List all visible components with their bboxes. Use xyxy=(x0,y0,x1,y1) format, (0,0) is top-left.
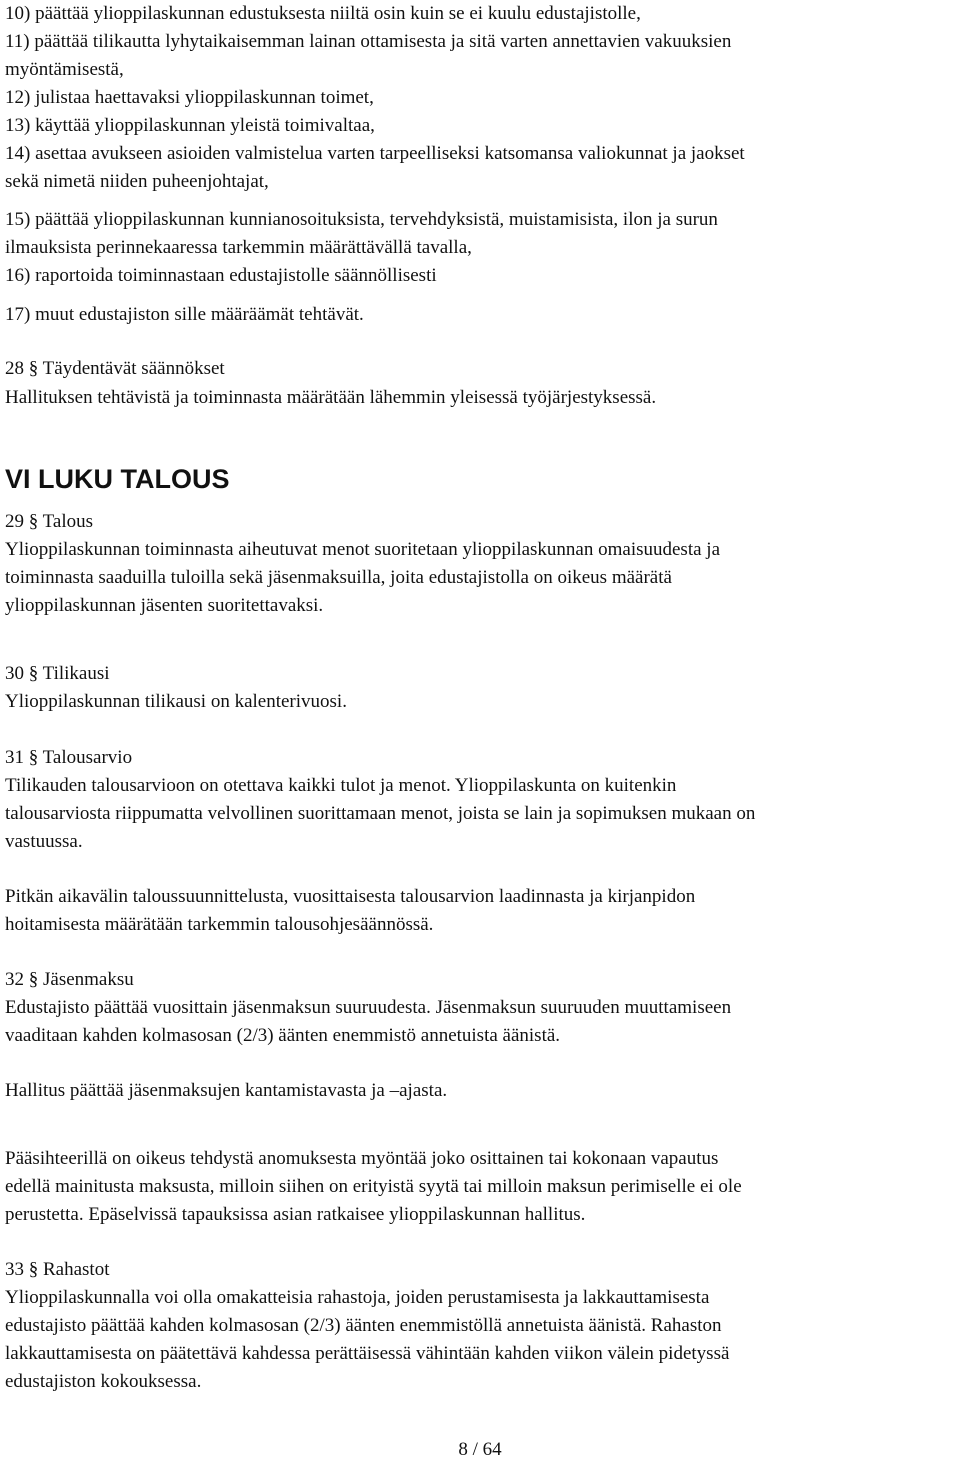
text-line: vastuussa. xyxy=(5,831,83,852)
text-line: ylioppilaskunnan jäsenten suoritettavaksi. xyxy=(5,595,324,616)
text-line: 10) päättää ylioppilaskunnan edustuksesta niiltä osin kuin se ei kuulu edustajistolle, xyxy=(5,3,641,24)
text-line: Tilikauden talousarvioon on otettava kaikki tulot ja menot. Ylioppilaskunta on kuitenkin xyxy=(5,775,677,796)
text-line: Hallituksen tehtävistä ja toiminnasta määrätään lähemmin yleisessä työjärjestyksessä. xyxy=(5,387,657,408)
text-line: ilmauksista perinnekaaressa tarkemmin määrättävällä tavalla, xyxy=(5,237,472,258)
text-line: 11) päättää tilikautta lyhytaikaisemman lainan ottamisesta ja sitä varten annettavien vakuuksien xyxy=(5,31,732,52)
text-line: Ylioppilaskunnan tilikausi on kalenterivuosi. xyxy=(5,691,347,712)
text-line: edustajiston kokouksessa. xyxy=(5,1371,202,1392)
text-line: 16) raportoida toiminnastaan edustajistolle säännöllisesti xyxy=(5,265,437,286)
section-title: 32 § Jäsenmaksu xyxy=(5,969,134,990)
section-title: 29 § Talous xyxy=(5,511,94,532)
text-line: sekä nimetä niiden puheenjohtajat, xyxy=(5,171,269,192)
text-line: myöntämisestä, xyxy=(5,59,124,80)
text-line: edustajisto päättää kahden kolmasosan (2/3) äänten enemmistöllä annetuista äänistä. Rahaston xyxy=(5,1315,722,1336)
text-line: Pitkän aikavälin taloussuunnittelusta, vuosittaisesta talousarvion laadinnasta ja kirjanpidon xyxy=(5,886,696,907)
chapter-heading: VI LUKU TALOUS xyxy=(5,464,230,494)
section-title: 31 § Talousarvio xyxy=(5,747,133,768)
text-line: edellä mainitusta maksusta, milloin siihen on erityistä syytä tai milloin maksun perimiselle ei ole xyxy=(5,1176,742,1197)
text-line: 17) muut edustajiston sille määräämät tehtävät. xyxy=(5,304,364,325)
text-line: toiminnasta saaduilla tuloilla sekä jäsenmaksuilla, joita edustajistolla on oikeus määrätä xyxy=(5,567,672,588)
text-line: 13) käyttää ylioppilaskunnan yleistä toimivaltaa, xyxy=(5,115,375,136)
text-line: 14) asettaa avukseen asioiden valmistelua varten tarpeelliseksi katsomansa valiokunnat ja jaokset xyxy=(5,143,745,164)
section-title: 28 § Täydentävät säännökset xyxy=(5,358,225,379)
section-title: 30 § Tilikausi xyxy=(5,663,110,684)
page-number: 8 / 64 xyxy=(458,1439,502,1460)
text-line: perustetta. Epäselvissä tapauksissa asian ratkaisee ylioppilaskunnan hallitus. xyxy=(5,1204,586,1225)
text-line: talousarviosta riippumatta velvollinen suorittamaan menot, joista se lain ja sopimuksen mukaan on xyxy=(5,803,756,824)
section-title: 33 § Rahastot xyxy=(5,1259,110,1280)
text-line: Hallitus päättää jäsenmaksujen kantamistavasta ja –ajasta. xyxy=(5,1080,448,1101)
text-line: Ylioppilaskunnalla voi olla omakatteisia rahastoja, joiden perustamisesta ja lakkauttamisesta xyxy=(5,1287,710,1308)
text-line: vaaditaan kahden kolmasosan (2/3) äänten enemmistö annetuista äänistä. xyxy=(5,1025,561,1046)
text-line: Pääsihteerillä on oikeus tehdystä anomuksesta myöntää joko osittainen tai kokonaan vapautus xyxy=(5,1148,719,1169)
text-line: 15) päättää ylioppilaskunnan kunnianosoituksista, tervehdyksistä, muistamisista, ilon ja surun xyxy=(5,209,718,230)
text-line: Edustajisto päättää vuosittain jäsenmaksun suuruudesta. Jäsenmaksun suuruuden muuttamiseen xyxy=(5,997,732,1018)
text-line: lakkauttamisesta on päätettävä kahdessa perättäisessä vähintään kahden viikon välein pidetyssä xyxy=(5,1343,730,1364)
text-line: 12) julistaa haettavaksi ylioppilaskunnan toimet, xyxy=(5,87,374,108)
text-line: Ylioppilaskunnan toiminnasta aiheutuvat menot suoritetaan ylioppilaskunnan omaisuudesta ja xyxy=(5,539,720,560)
text-line: hoitamisesta määrätään tarkemmin talousohjesäännössä. xyxy=(5,914,434,935)
